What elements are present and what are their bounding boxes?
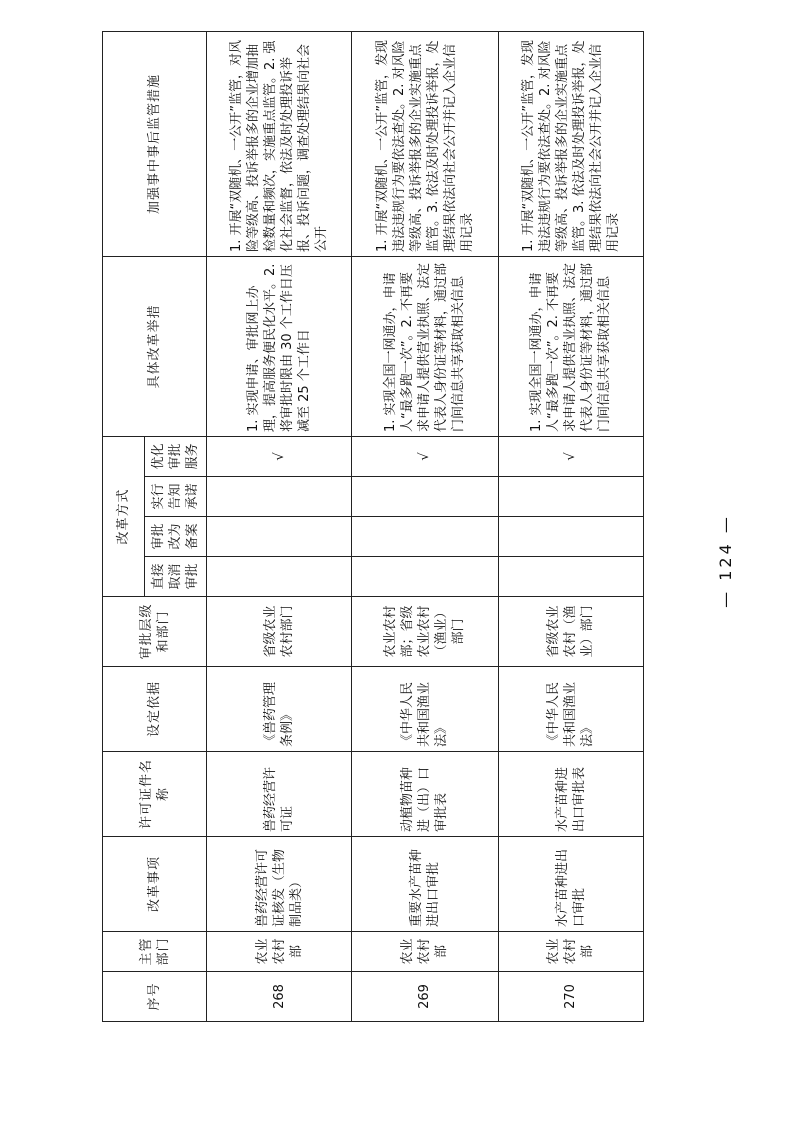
header-item: 改革事项 xyxy=(103,837,207,932)
cell-seq: 270 xyxy=(498,972,643,1022)
cell-dept: 农业农村部 xyxy=(207,932,352,972)
cell-supervision: 1. 开展“双随机、一公开”监管，发现违法违规行为要依法查处。2. 对风险等级高、投诉举报多的企业实施重点监管。3. 依法及时处理投诉举报，处理结果依法向社会公开并记入企业信用记录 xyxy=(352,31,498,256)
table-row xyxy=(498,31,643,1021)
header-basis: 设定依据 xyxy=(103,667,207,752)
cell-license: 兽药经营许可证 xyxy=(207,752,352,837)
cell-measures: 1. 实现全国一网通办，申请人“最多跑一次”。2. 不再要求申请人提供营业执照、法定代表人身份证等材料，通过部门间信息共享获取相关信息 xyxy=(498,256,643,436)
cell-measures: 1. 实现全国一网通办，申请人“最多跑一次”。2. 不再要求申请人提供营业执照、法定代表人身份证等材料，通过部门间信息共享获取相关信息 xyxy=(352,256,498,436)
checkmark-icon: √ xyxy=(498,436,643,476)
cell-seq: 269 xyxy=(352,972,498,1022)
cell-dept: 农业农村部 xyxy=(498,932,643,972)
cell-dept: 农业农村部 xyxy=(352,932,498,972)
header-dept: 主管部门 xyxy=(103,932,207,972)
cell-supervision: 1. 开展“双随机、一公开”监管，发现违法违规行为要依法查处。2. 对风险等级高、投诉举报多的企业实施重点监管。3. 依法及时处理投诉举报，处理结果依法向社会公开并记入企业信用记录 xyxy=(498,31,643,256)
header-level: 审批层级和部门 xyxy=(103,597,207,667)
header-supervision: 加强事中事后监管措施 xyxy=(103,31,207,256)
checkmark-icon: √ xyxy=(207,436,352,476)
cell-cancel xyxy=(498,557,643,597)
cell-license: 动植物苗种进（出）口审批表 xyxy=(352,752,498,837)
header-mode-notify: 实行告知承诺 xyxy=(145,477,207,517)
cell-item: 水产苗种进出口审批 xyxy=(498,837,643,932)
cell-cancel xyxy=(352,557,498,597)
table-row xyxy=(207,31,352,1021)
header-reform: 改革方式 xyxy=(103,436,145,596)
header-mode-cancel: 直接取消审批 xyxy=(145,557,207,597)
page-number: — 124 — xyxy=(716,514,735,608)
cell-seq: 268 xyxy=(207,972,352,1022)
cell-item: 重要水产苗种进出口审批 xyxy=(352,837,498,932)
cell-level: 农业农村部；省级农业农村（渔业）部门 xyxy=(352,597,498,667)
cell-notify xyxy=(352,477,498,517)
header-measures: 具体改革举措 xyxy=(103,256,207,436)
reform-table xyxy=(102,31,644,1022)
header-mode-filing: 审批改为备案 xyxy=(145,517,207,557)
checkmark-icon: √ xyxy=(352,436,498,476)
cell-cancel xyxy=(207,557,352,597)
cell-basis: 《中华人民共和国渔业法》 xyxy=(352,667,498,752)
header-mode-optimize: 优化审批服务 xyxy=(145,436,207,476)
cell-measures: 1. 实现申请、审批网上办理，提高服务便民化水平。2. 将审批时限由 30 个工作日压减至 25 个工作日 xyxy=(207,256,352,436)
cell-supervision: 1. 开展“双随机、一公开”监管，对风险等级高、投诉举报多的企业增加抽检数量和频次，实施重点监管。2. 强化社会监督，依法及时处理投诉举报、投诉问题，调查处理结果向社会公开 xyxy=(207,31,352,256)
header-seq: 序号 xyxy=(103,972,207,1022)
cell-notify xyxy=(498,477,643,517)
cell-level: 省级农业农村部门 xyxy=(207,597,352,667)
cell-basis: 《中华人民共和国渔业法》 xyxy=(498,667,643,752)
cell-item: 兽药经营许可证核发（生物制品类） xyxy=(207,837,352,932)
cell-license: 水产苗种进出口审批表 xyxy=(498,752,643,837)
cell-basis: 《兽药管理条例》 xyxy=(207,667,352,752)
cell-filing xyxy=(352,517,498,557)
header-row-top xyxy=(103,31,145,1021)
cell-filing xyxy=(498,517,643,557)
table-row xyxy=(352,31,498,1021)
cell-filing xyxy=(207,517,352,557)
cell-notify xyxy=(207,477,352,517)
cell-level: 省级农业农村（渔业）部门 xyxy=(498,597,643,667)
header-license: 许可证件名称 xyxy=(103,752,207,837)
